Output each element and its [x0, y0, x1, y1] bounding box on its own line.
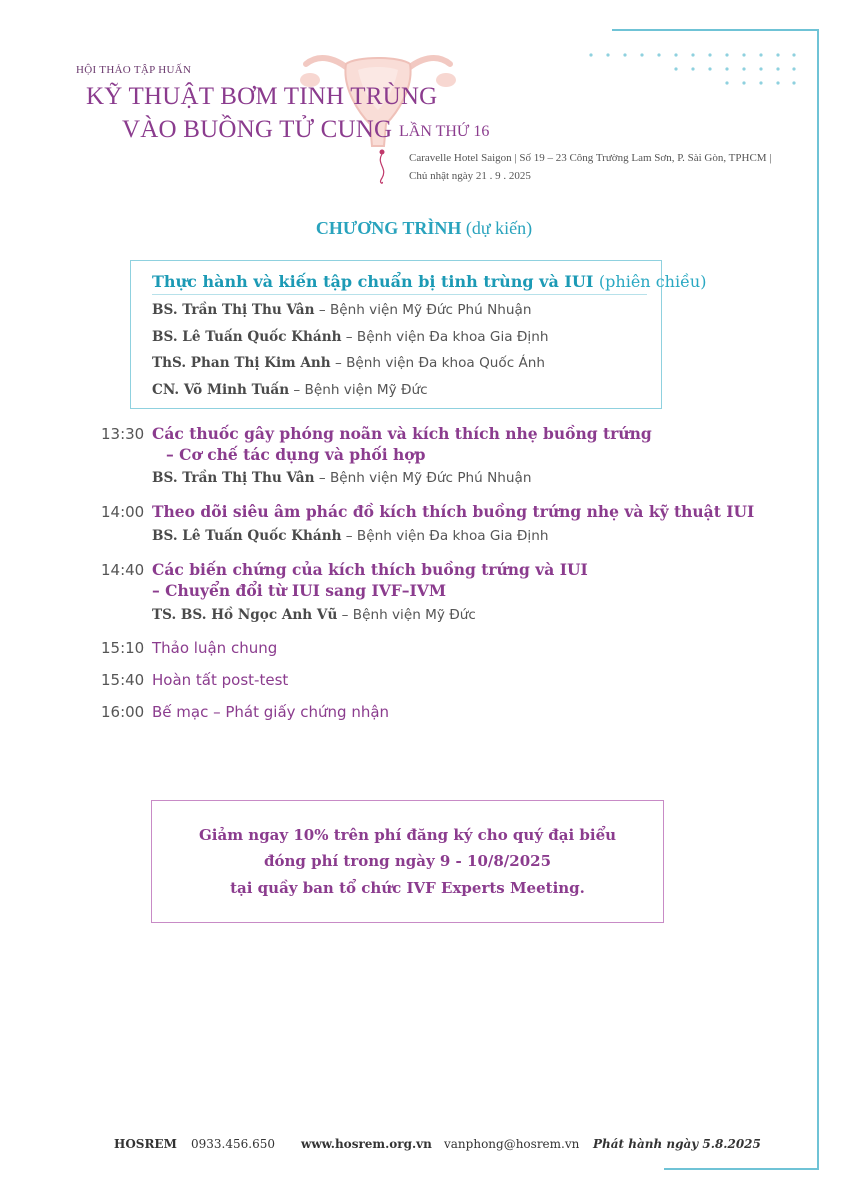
frame-right-line — [817, 29, 819, 1170]
footer-email[interactable]: vanphong@hosrem.vn — [444, 1137, 580, 1151]
program-heading-note: (dự kiến) — [465, 218, 533, 238]
schedule-topic: Thảo luận chung — [152, 639, 278, 657]
event-date: Chủ nhật ngày 21 . 9 . 2025 — [409, 170, 531, 182]
schedule-topic: Theo dõi siêu âm phác đồ kích thích buồng trứng nhẹ và kỹ thuật IUI — [152, 502, 755, 521]
frame-top-line — [612, 29, 819, 31]
speaker-name: ThS. Phan Thị Kim Anh — [152, 355, 331, 371]
footer-org: HOSREM — [114, 1137, 177, 1151]
speaker-affiliation: – Bệnh viện Mỹ Đức Phú Nhuận — [314, 302, 532, 318]
practice-session-title-note: (phiên chiều) — [598, 272, 707, 291]
practice-speaker — [152, 302, 531, 318]
speaker-affiliation: – Bệnh viện Mỹ Đức — [289, 382, 428, 398]
schedule-time: 14:00 — [101, 503, 145, 521]
schedule-topic-continued: – Cơ chế tác dụng và phối hợp — [166, 445, 426, 464]
schedule-time: 16:00 — [101, 703, 145, 721]
dot-pattern-decoration — [588, 52, 798, 92]
event-title-line2: VÀO BUỒNG TỬ CUNG — [122, 116, 393, 143]
speaker-affiliation: – Bệnh viện Đa khoa Gia Định — [341, 528, 549, 544]
speaker-name: BS. Trần Thị Thu Vân — [152, 302, 315, 318]
schedule-topic: Hoàn tất post-test — [152, 671, 289, 689]
schedule-time: 15:10 — [101, 639, 145, 657]
schedule-speaker — [152, 607, 476, 623]
event-title-line1: KỸ THUẬT BƠM TINH TRÙNG — [86, 83, 438, 110]
practice-session-title — [152, 272, 706, 291]
promo-line: Giảm ngay 10% trên phí đăng ký cho quý đại biểu — [198, 826, 617, 844]
venue-address: Caravelle Hotel Saigon | Số 19 – 23 Công Trường Lam Sơn, P. Sài Gòn, TPHCM | — [409, 152, 772, 164]
schedule-speaker — [152, 528, 548, 544]
schedule-speaker — [152, 470, 531, 486]
practice-session-title-main: Thực hành và kiến tập chuẩn bị tinh trùng và IUI — [152, 272, 594, 291]
schedule-topic: Các biến chứng của kích thích buồng trứng và IUI — [152, 560, 588, 579]
speaker-name: BS. Lê Tuấn Quốc Khánh — [152, 329, 342, 345]
promo-line: tại quầy ban tổ chức IVF Experts Meeting. — [230, 879, 585, 897]
frame-bottom-line — [664, 1168, 819, 1170]
program-heading — [0, 218, 848, 239]
speaker-name: TS. BS. Hồ Ngọc Anh Vũ — [152, 607, 338, 623]
footer-issued-date: Phát hành ngày 5.8.2025 — [593, 1137, 761, 1151]
schedule-time: 15:40 — [101, 671, 145, 689]
event-edition: LẦN THỨ 16 — [399, 123, 490, 140]
practice-speaker — [152, 329, 548, 345]
promo-line: đóng phí trong ngày 9 - 10/8/2025 — [263, 852, 552, 870]
speaker-affiliation: – Bệnh viện Mỹ Đức — [337, 607, 476, 623]
schedule-time: 14:40 — [101, 561, 145, 579]
speaker-affiliation: – Bệnh viện Mỹ Đức Phú Nhuận — [314, 470, 532, 486]
footer-phone: 0933.456.650 — [191, 1137, 275, 1151]
schedule-time: 13:30 — [101, 425, 145, 443]
speaker-name: CN. Võ Minh Tuấn — [152, 382, 290, 398]
speaker-name: BS. Trần Thị Thu Vân — [152, 470, 315, 486]
schedule-topic-continued: – Chuyển đổi từ IUI sang IVF–IVM — [152, 581, 446, 600]
speaker-affiliation: – Bệnh viện Đa khoa Quốc Ánh — [330, 355, 546, 371]
practice-speaker — [152, 382, 428, 398]
practice-speaker — [152, 355, 545, 371]
schedule-topic: Các thuốc gây phóng noãn và kích thích nhẹ buồng trứng — [152, 424, 652, 443]
event-overline: HỘI THẢO TẬP HUẤN — [76, 64, 192, 76]
schedule-topic: Bế mạc – Phát giấy chứng nhận — [152, 703, 390, 721]
footer-website[interactable]: www.hosrem.org.vn — [301, 1137, 432, 1151]
program-heading-main: CHƯƠNG TRÌNH — [315, 218, 462, 238]
speaker-affiliation: – Bệnh viện Đa khoa Gia Định — [341, 329, 549, 345]
practice-session-divider — [152, 294, 647, 295]
speaker-name: BS. Lê Tuấn Quốc Khánh — [152, 528, 342, 544]
